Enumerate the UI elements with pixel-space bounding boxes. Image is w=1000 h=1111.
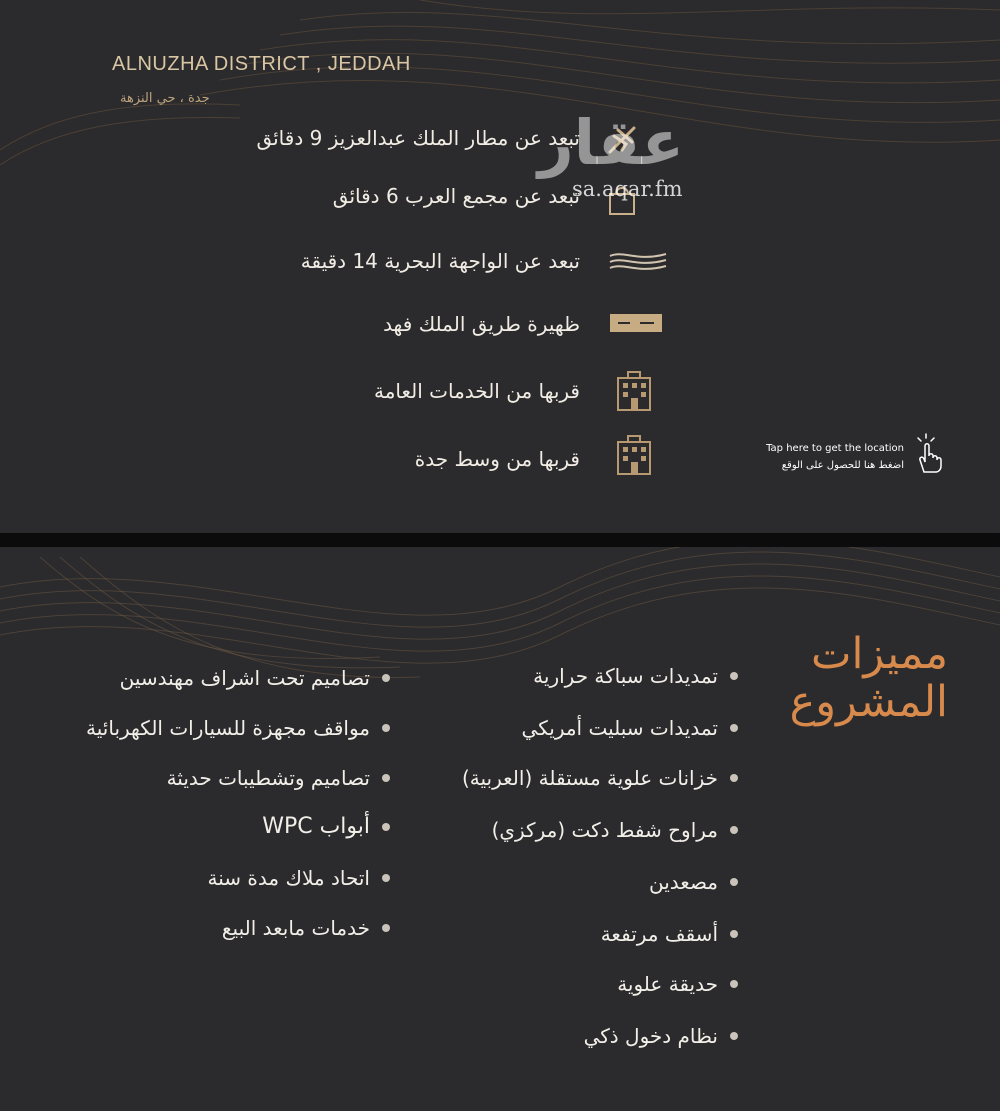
feature-item: خدمات مابعد البيع bbox=[222, 916, 390, 940]
feature-item: تصاميم وتشطيبات حديثة bbox=[167, 766, 390, 790]
aqar-watermark-url: sa.aqar.fm bbox=[572, 177, 683, 201]
feature-item: خزانات علوية مستقلة (العربية) bbox=[462, 766, 738, 790]
location-item-airport: تبعد عن مطار الملك عبدالعزيز 9 دقائق bbox=[256, 126, 580, 150]
features-title bbox=[748, 630, 948, 726]
location-item-mall: تبعد عن مجمع العرب 6 دقائق bbox=[332, 184, 580, 208]
road-icon bbox=[610, 312, 662, 334]
features-title-line1: مميزات bbox=[810, 629, 948, 679]
building-icon bbox=[612, 370, 656, 412]
aqar-watermark-logo: عقار bbox=[538, 106, 684, 179]
bullet-icon bbox=[382, 924, 390, 932]
features-title-line2: المشروع bbox=[789, 677, 948, 727]
feature-item: مواقف مجهزة للسيارات الكهربائية bbox=[86, 716, 390, 740]
feature-item: أبواب WPC bbox=[262, 814, 390, 839]
location-panel bbox=[0, 0, 1000, 533]
feature-item: اتحاد ملاك مدة سنة bbox=[208, 866, 390, 890]
hand-tap-icon bbox=[914, 432, 946, 476]
district-name-ar: جدة ، حي النزهة bbox=[120, 91, 210, 106]
feature-item: مصعدين bbox=[649, 870, 738, 894]
feature-item: تمديدات سبليت أمريكي bbox=[522, 716, 738, 740]
bullet-icon bbox=[730, 826, 738, 834]
location-item-waterfront: تبعد عن الواجهة البحرية 14 دقيقة bbox=[300, 249, 580, 273]
building-icon bbox=[612, 434, 656, 476]
bullet-icon bbox=[730, 1032, 738, 1040]
waves-icon bbox=[608, 248, 668, 274]
feature-item: حديقة علوية bbox=[617, 972, 738, 996]
feature-item: مراوح شفط دكت (مركزي) bbox=[492, 818, 738, 842]
get-location-label-en: Tap here to get the location bbox=[766, 443, 904, 454]
feature-item: أسقف مرتفعة bbox=[601, 922, 738, 946]
district-name-en: ALNUZHA DISTRICT , JEDDAH bbox=[112, 53, 411, 75]
bullet-icon bbox=[730, 980, 738, 988]
bullet-icon bbox=[730, 774, 738, 782]
location-item-downtown: قربها من وسط جدة bbox=[414, 447, 580, 471]
bullet-icon bbox=[730, 672, 738, 680]
feature-item: نظام دخول ذكي bbox=[584, 1024, 738, 1048]
location-item-public-services: قربها من الخدمات العامة bbox=[373, 379, 580, 403]
bullet-icon bbox=[730, 878, 738, 886]
bullet-icon bbox=[382, 724, 390, 732]
location-item-road: ظهيرة طريق الملك فهد bbox=[383, 312, 580, 336]
feature-item: تمديدات سباكة حرارية bbox=[533, 664, 738, 688]
bullet-icon bbox=[382, 674, 390, 682]
bullet-icon bbox=[382, 774, 390, 782]
bullet-icon bbox=[382, 823, 390, 831]
bullet-icon bbox=[730, 930, 738, 938]
bullet-icon bbox=[382, 874, 390, 882]
feature-item: تصاميم تحت اشراف مهندسين bbox=[120, 666, 390, 690]
bullet-icon bbox=[730, 724, 738, 732]
get-location-button[interactable] bbox=[738, 440, 948, 484]
get-location-label-ar: اضغط هنا للحصول على الوقع bbox=[781, 460, 904, 471]
